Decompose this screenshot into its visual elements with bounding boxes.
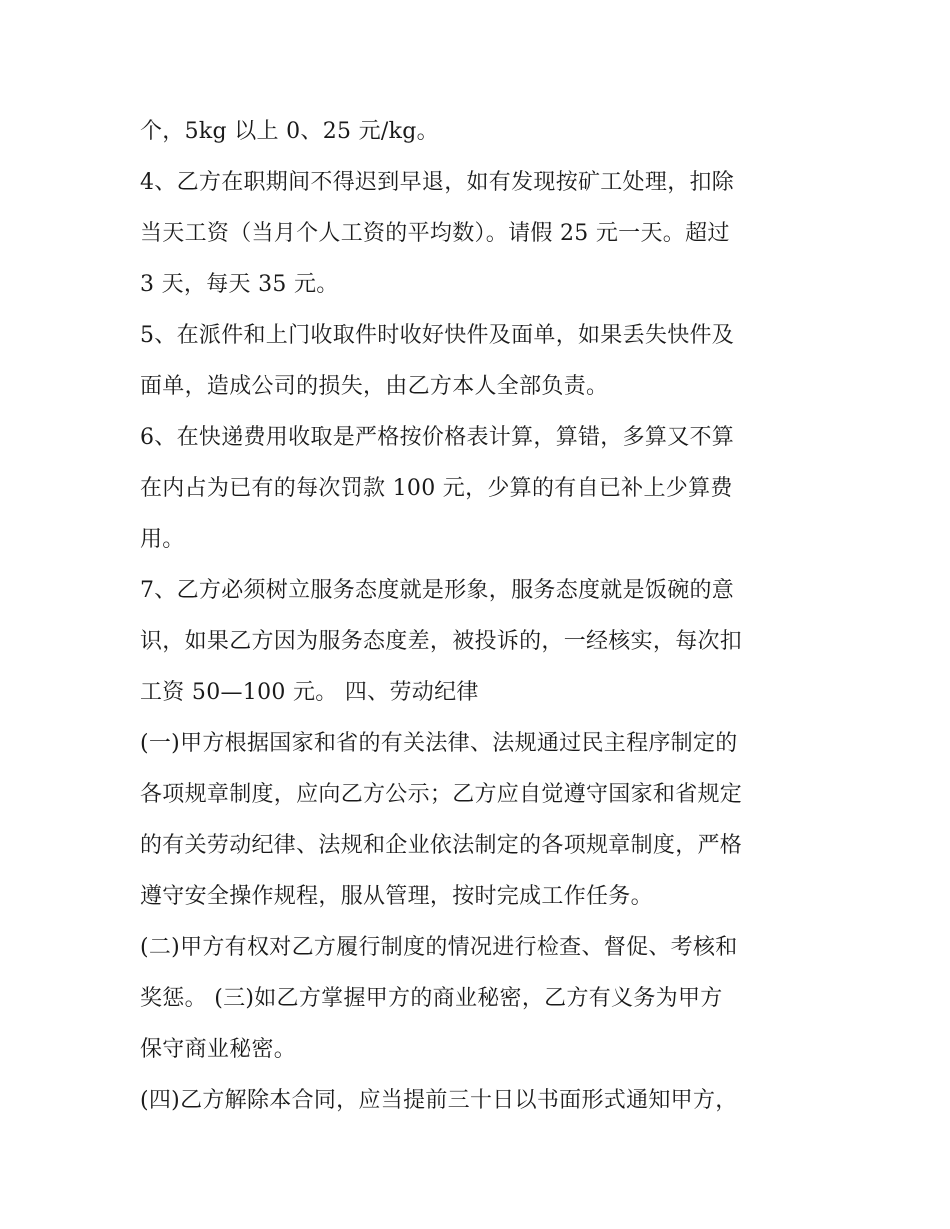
text-line: 用。 [140,527,185,552]
text-line: 4、乙方在职期间不得迟到早退，如有发现按矿工处理，扣除 [140,170,735,195]
text-line: 在内占为已有的每次罚款 100 元，少算的有自已补上少算费 [140,476,733,501]
text-line: 面单，造成公司的损失，由乙方本人全部负责。 [140,374,609,399]
text-line: 7、乙方必须树立服务态度就是形象，服务态度就是饭碗的意 [140,578,735,603]
text-line: 当天工资（当月个人工资的平均数）。请假 25 元一天。超过 [140,221,730,246]
text-line: 的有关劳动纪律、法规和企业依法制定的各项规章制度，严格 [140,833,743,858]
text-line: 各项规章制度，应向乙方公示；乙方应自觉遵守国家和省规定 [140,782,743,807]
text-line: 奖惩。 (三)如乙方掌握甲方的商业秘密，乙方有义务为甲方 [140,986,723,1011]
text-line: (二)甲方有权对乙方履行制度的情况进行检查、督促、考核和 [140,935,738,960]
document-body [140,106,820,1126]
text-line: 保守商业秘密。 [140,1037,297,1062]
text-line: 个，5kg 以上 0、25 元/kg。 [140,119,439,144]
text-line: 识，如果乙方因为服务态度差，被投诉的，一经核实，每次扣 [140,629,743,654]
text-line: 工资 50—100 元。 四、劳动纪律 [140,680,479,705]
text-line: 遵守安全操作规程，服从管理，按时完成工作任务。 [140,884,653,909]
text-line: 3 天，每天 35 元。 [140,272,339,297]
text-line: 6、在快递费用收取是严格按价格表计算，算错，多算又不算 [140,425,735,450]
text-line: (一)甲方根据国家和省的有关法律、法规通过民主程序制定的 [140,731,738,756]
text-line: 5、在派件和上门收取件时收好快件及面单，如果丢失快件及 [140,323,735,348]
text-line: (四)乙方解除本合同，应当提前三十日以书面形式通知甲方， [140,1088,738,1113]
